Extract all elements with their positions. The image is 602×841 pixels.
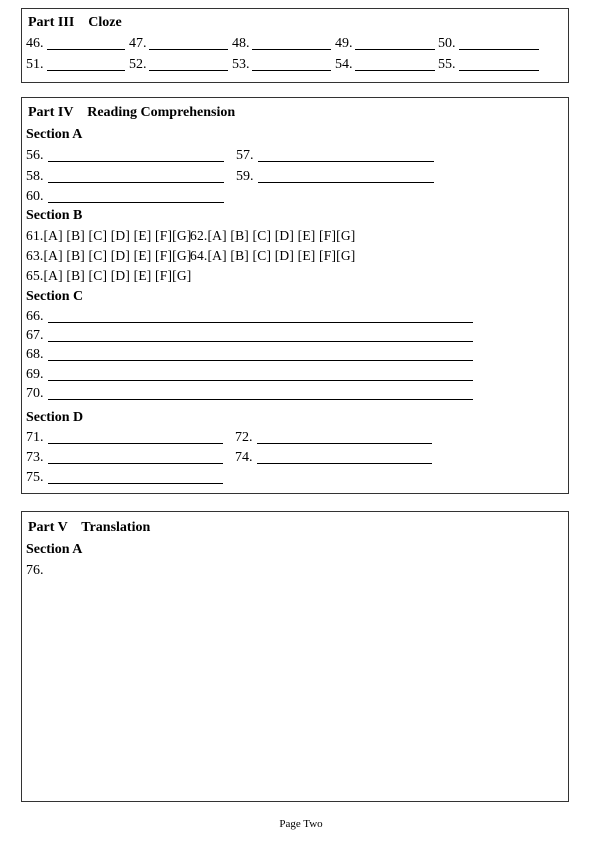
item-59-label: 59. (236, 169, 254, 184)
item-73-label: 73. (26, 450, 44, 465)
item-51-answer-line[interactable] (47, 70, 125, 71)
item-53-label: 53. (232, 57, 250, 72)
item-55-label: 55. (438, 57, 456, 72)
item-61-options[interactable]: 61.[A] [B] [C] [D] [E] [F][G] (26, 228, 192, 243)
item-70-label: 70. (26, 386, 44, 401)
item-73-answer-line[interactable] (48, 463, 223, 464)
item-75-label: 75. (26, 470, 44, 485)
part4-section-d-label: Section D (26, 410, 84, 425)
item-54-answer-line[interactable] (355, 70, 435, 71)
item-71-label: 71. (26, 430, 44, 445)
item-74-label: 74. (235, 450, 253, 465)
page-number: Page Two (279, 818, 323, 830)
item-52-answer-line[interactable] (149, 70, 228, 71)
item-52-label: 52. (129, 57, 147, 72)
item-66-label: 66. (26, 309, 44, 324)
item-48-answer-line[interactable] (252, 49, 331, 50)
item-69-answer-line[interactable] (48, 380, 473, 381)
item-67-label: 67. (26, 328, 44, 343)
item-71-answer-line[interactable] (48, 443, 223, 444)
item-60-label: 60. (26, 189, 44, 204)
part5-title: Part V Translation (28, 520, 151, 535)
part3-box (21, 8, 569, 83)
item-75-answer-line[interactable] (48, 483, 223, 484)
item-68-answer-line[interactable] (48, 360, 473, 361)
part5-box (21, 511, 569, 802)
item-53-answer-line[interactable] (252, 70, 331, 71)
item-59-answer-line[interactable] (258, 182, 434, 183)
item-70-answer-line[interactable] (48, 399, 473, 400)
part4-section-b-label: Section B (26, 208, 83, 223)
item-46-answer-line[interactable] (47, 49, 125, 50)
item-48-label: 48. (232, 36, 250, 51)
item-62-options[interactable]: 62.[A] [B] [C] [D] [E] [F][G] (190, 228, 356, 243)
part4-section-a-label: Section A (26, 127, 83, 142)
item-56-label: 56. (26, 148, 44, 163)
item-76-answer-area[interactable] (48, 582, 563, 794)
item-63-options[interactable]: 63.[A] [B] [C] [D] [E] [F][G] (26, 248, 192, 263)
item-49-answer-line[interactable] (355, 49, 435, 50)
part4-section-c-label: Section C (26, 289, 84, 304)
item-51-label: 51. (26, 57, 44, 72)
item-68-label: 68. (26, 347, 44, 362)
item-58-label: 58. (26, 169, 44, 184)
item-65-options[interactable]: 65.[A] [B] [C] [D] [E] [F][G] (26, 268, 192, 283)
item-69-label: 69. (26, 367, 44, 382)
part5-section-a-label: Section A (26, 542, 83, 557)
item-76-label: 76. (26, 563, 44, 578)
item-50-answer-line[interactable] (459, 49, 539, 50)
item-47-answer-line[interactable] (149, 49, 228, 50)
part3-title: Part III Cloze (28, 15, 122, 30)
item-72-label: 72. (235, 430, 253, 445)
item-56-answer-line[interactable] (48, 161, 224, 162)
item-50-label: 50. (438, 36, 456, 51)
item-64-options[interactable]: 64.[A] [B] [C] [D] [E] [F][G] (190, 248, 356, 263)
item-60-answer-line[interactable] (48, 202, 224, 203)
item-58-answer-line[interactable] (48, 182, 224, 183)
item-47-label: 47. (129, 36, 147, 51)
item-46-label: 46. (26, 36, 44, 51)
part4-box (21, 97, 569, 494)
item-57-answer-line[interactable] (258, 161, 434, 162)
item-67-answer-line[interactable] (48, 341, 473, 342)
item-55-answer-line[interactable] (459, 70, 539, 71)
part4-title: Part IV Reading Comprehension (28, 105, 236, 120)
item-66-answer-line[interactable] (48, 322, 473, 323)
item-54-label: 54. (335, 57, 353, 72)
item-57-label: 57. (236, 148, 254, 163)
item-74-answer-line[interactable] (257, 463, 432, 464)
item-49-label: 49. (335, 36, 353, 51)
item-72-answer-line[interactable] (257, 443, 432, 444)
